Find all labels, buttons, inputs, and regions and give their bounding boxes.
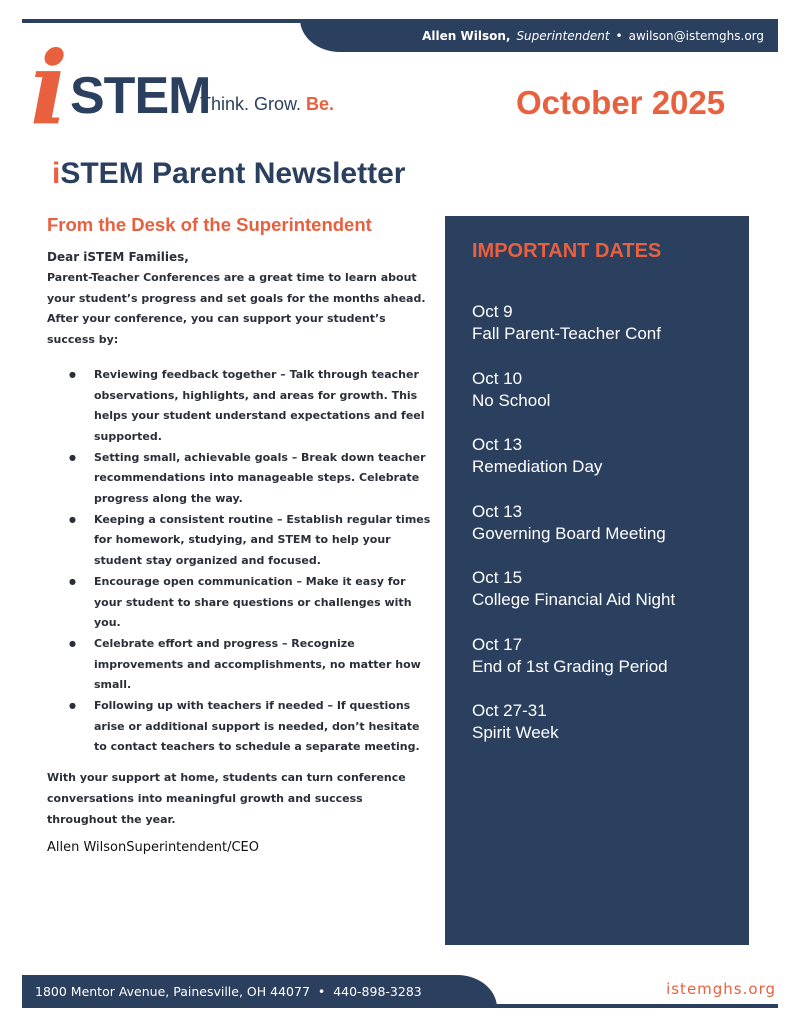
- event-item: [472, 634, 722, 678]
- letter-heading: From the Desk of the Superintendent: [47, 214, 372, 235]
- footer-phone[interactable]: 440-898-3283: [333, 984, 422, 999]
- important-dates-panel: [445, 216, 749, 945]
- footer-separator: •: [317, 984, 326, 999]
- event-name: No School: [472, 390, 551, 410]
- event-name: Governing Board Meeting: [472, 523, 666, 543]
- list-item: ● Following up with teachers if needed – If questions arise or additional support is needed, don’t hesitate to contact teachers to schedule a separate meeting.: [47, 696, 432, 758]
- list-item: ● Reviewing feedback together – Talk through teacher observations, highlights, and areas for growth. This helps your student understand expectations and feel supported.: [47, 365, 432, 448]
- letter-intro: Parent-Teacher Conferences are a great time to learn about your student’s progress and set goals for the months ahead. After your conference, you can support your student’s success by:: [47, 271, 426, 347]
- superintendent-letter: [47, 214, 432, 855]
- logo-i: i: [30, 29, 68, 147]
- event-date: Oct 13: [472, 501, 523, 521]
- header-bar: [300, 19, 778, 52]
- event-name: Fall Parent-Teacher Conf: [472, 324, 661, 343]
- header-separator: •: [615, 28, 623, 43]
- event-item: [472, 434, 722, 478]
- header-email[interactable]: awilson@istemghs.org: [628, 28, 764, 43]
- event-item: [472, 368, 722, 412]
- letter-signature: Allen WilsonSuperintendent/CEO: [47, 840, 260, 856]
- list-item: ● Setting small, achievable goals – Break down teacher recommendations into manageable steps. Celebrate progress along the way.: [47, 448, 432, 510]
- istem-logo: [30, 29, 350, 147]
- footer-website-link[interactable]: istemghs.org: [666, 980, 776, 998]
- letter-closing: With your support at home, students can turn conference conversations into meaningful growth and success throughout the year.: [47, 771, 406, 826]
- footer-address: 1800 Mentor Avenue, Painesville, OH 44077: [35, 984, 310, 999]
- issue-month: October 2025: [516, 84, 726, 121]
- event-date: Oct 15: [472, 568, 523, 587]
- logo-stem: STEM: [70, 67, 211, 125]
- event-name: End of 1st Grading Period: [472, 656, 668, 676]
- event-item: [472, 700, 722, 744]
- tagline-text: Think. Grow.: [200, 94, 302, 114]
- header-role: Superintendent: [516, 28, 610, 43]
- dates-heading: IMPORTANT DATES: [472, 240, 662, 262]
- event-date: Oct 13: [472, 435, 523, 454]
- letter-greeting: Dear iSTEM Families,: [47, 250, 189, 264]
- event-item: [472, 301, 722, 345]
- event-date: Oct 10: [472, 368, 523, 388]
- list-item: ● Encourage open communication – Make it easy for your student to share questions or challenges with you.: [47, 572, 432, 634]
- event-item: [472, 567, 722, 611]
- logo-tagline: [200, 94, 334, 115]
- event-name: College Financial Aid Night: [472, 590, 676, 609]
- event-date: Oct 27-31: [472, 701, 547, 720]
- event-name: Remediation Day: [472, 457, 603, 476]
- event-item: [472, 501, 722, 545]
- event-name: Spirit Week: [472, 723, 559, 742]
- footer-bar: [22, 975, 497, 1008]
- tips-list: [47, 365, 432, 758]
- list-item: ● Keeping a consistent routine – Establish regular times for homework, studying, and STEM to help your student stay organized and focused.: [47, 510, 432, 572]
- newsletter-title: [52, 157, 405, 191]
- header-name: Allen Wilson,: [422, 28, 511, 43]
- event-date: Oct 17: [472, 634, 523, 654]
- tagline-accent: Be.: [306, 94, 335, 114]
- list-item: ● Celebrate effort and progress – Recognize improvements and accomplishments, no matter how small.: [47, 634, 432, 696]
- title-text: STEM Parent Newsletter: [60, 157, 406, 190]
- title-i: i: [52, 157, 61, 190]
- event-date: Oct 9: [472, 302, 513, 321]
